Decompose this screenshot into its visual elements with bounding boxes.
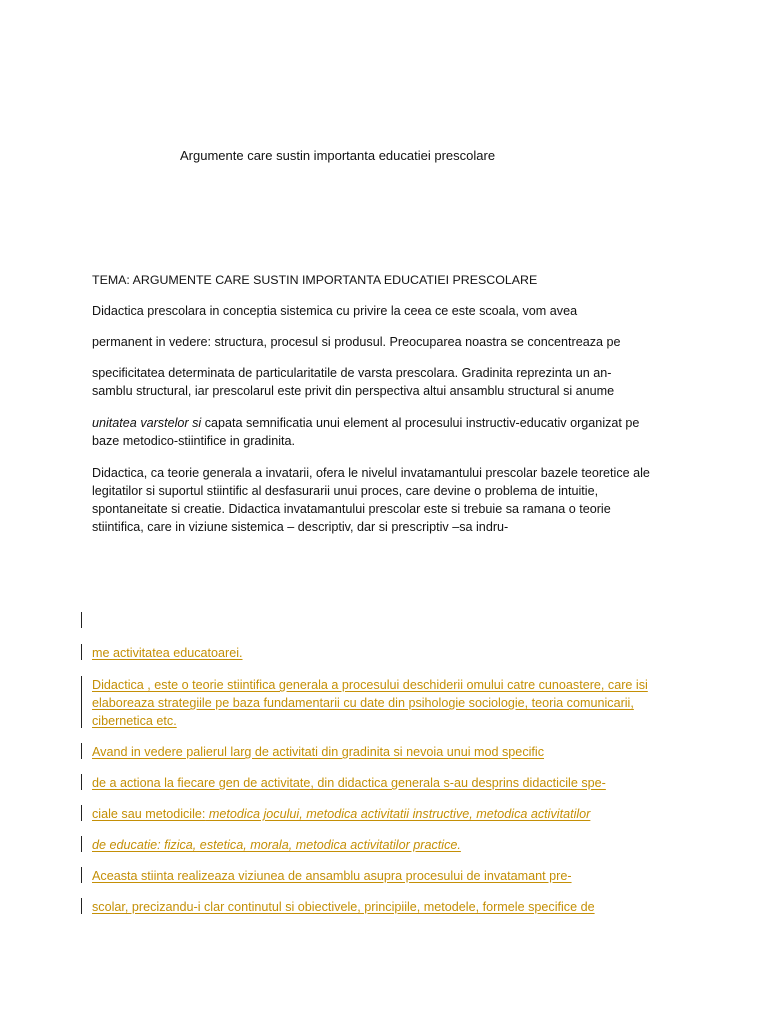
tracked-line: me activitatea educatoarei. bbox=[92, 646, 243, 660]
tracked-line: cibernetica etc. bbox=[92, 714, 177, 728]
change-bar bbox=[81, 805, 82, 821]
change-bar bbox=[81, 898, 82, 914]
change-bar bbox=[81, 612, 82, 628]
theme-heading: TEMA: ARGUMENTE CARE SUSTIN IMPORTANTA EDUCATIEI PRESCOLARE bbox=[92, 273, 538, 287]
change-bar bbox=[81, 676, 82, 728]
tracked-line: de educatie: fizica, estetica, morala, metodica activitatilor practice. bbox=[92, 838, 461, 852]
change-bar bbox=[81, 836, 82, 852]
tracked-line: Aceasta stiinta realizeaza viziunea de ansamblu asupra procesului de invatamant pre- bbox=[92, 869, 572, 883]
paragraph-line: spontaneitate si creatie. Didactica invatamantului prescolar este si trebuie sa ramana o teorie bbox=[92, 502, 611, 516]
body-line: specificitatea determinata de particularitatile de varsta prescolara. Gradinita reprezinta un an- bbox=[92, 366, 612, 380]
change-bar bbox=[81, 743, 82, 759]
body-line: Didactica prescolara in conceptia sistemica cu privire la ceea ce este scoala, vom avea bbox=[92, 304, 578, 318]
body-line: baze metodico-stiintifice in gradinita. bbox=[92, 434, 296, 448]
change-bar bbox=[81, 867, 82, 883]
change-bar bbox=[81, 774, 82, 790]
tracked-line-italic: metodica jocului, metodica activitatii instructive, metodica activitatilor bbox=[205, 807, 591, 821]
paragraph-line: stiintifica, care in viziune sistemica – descriptiv, dar si prescriptiv –sa indru- bbox=[92, 520, 509, 534]
tracked-line-start: ciale sau metodicile: bbox=[92, 807, 206, 821]
tracked-line bbox=[92, 805, 590, 823]
change-bar bbox=[81, 644, 82, 660]
tracked-line: elaboreaza strategiile pe baza fundamentarii cu date din psihologie sociologie, teoria comunicarii, bbox=[92, 696, 634, 710]
document-title: Argumente care sustin importanta educatiei prescolare bbox=[180, 148, 496, 163]
italic-phrase: unitatea varstelor si bbox=[92, 416, 202, 430]
tracked-line: scolar, precizandu-i clar continutul si obiectivele, principiile, metodele, formele specifice de bbox=[92, 900, 595, 914]
body-line-rest: capata semnificatia unui element al procesului instructiv-educativ organizat pe bbox=[201, 416, 640, 430]
paragraph-line: legitatilor si suportul stiintific al desfasurarii unui proces, care devine o problema de intuitie, bbox=[92, 484, 599, 498]
body-line-italic bbox=[92, 415, 639, 431]
body-line: permanent in vedere: structura, procesul si produsul. Preocuparea noastra se concentreaza pe bbox=[92, 335, 621, 349]
paragraph-line: Didactica, ca teorie generala a invatarii, ofera le nivelul invatamantului prescolar bazele teoretice ale bbox=[92, 466, 650, 480]
tracked-line: Avand in vedere palierul larg de activitati din gradinita si nevoia unui mod specific bbox=[92, 745, 545, 759]
tracked-line: Didactica , este o teorie stiintifica generala a procesului deschiderii omului catre cunoastere, care isi bbox=[92, 678, 648, 692]
body-line: samblu structural, iar prescolarul este privit din perspectiva altui ansamblu structural si anume bbox=[92, 384, 615, 398]
tracked-line: de a actiona la fiecare gen de activitate, din didactica generala s-au desprins didacticile spe- bbox=[92, 776, 606, 790]
